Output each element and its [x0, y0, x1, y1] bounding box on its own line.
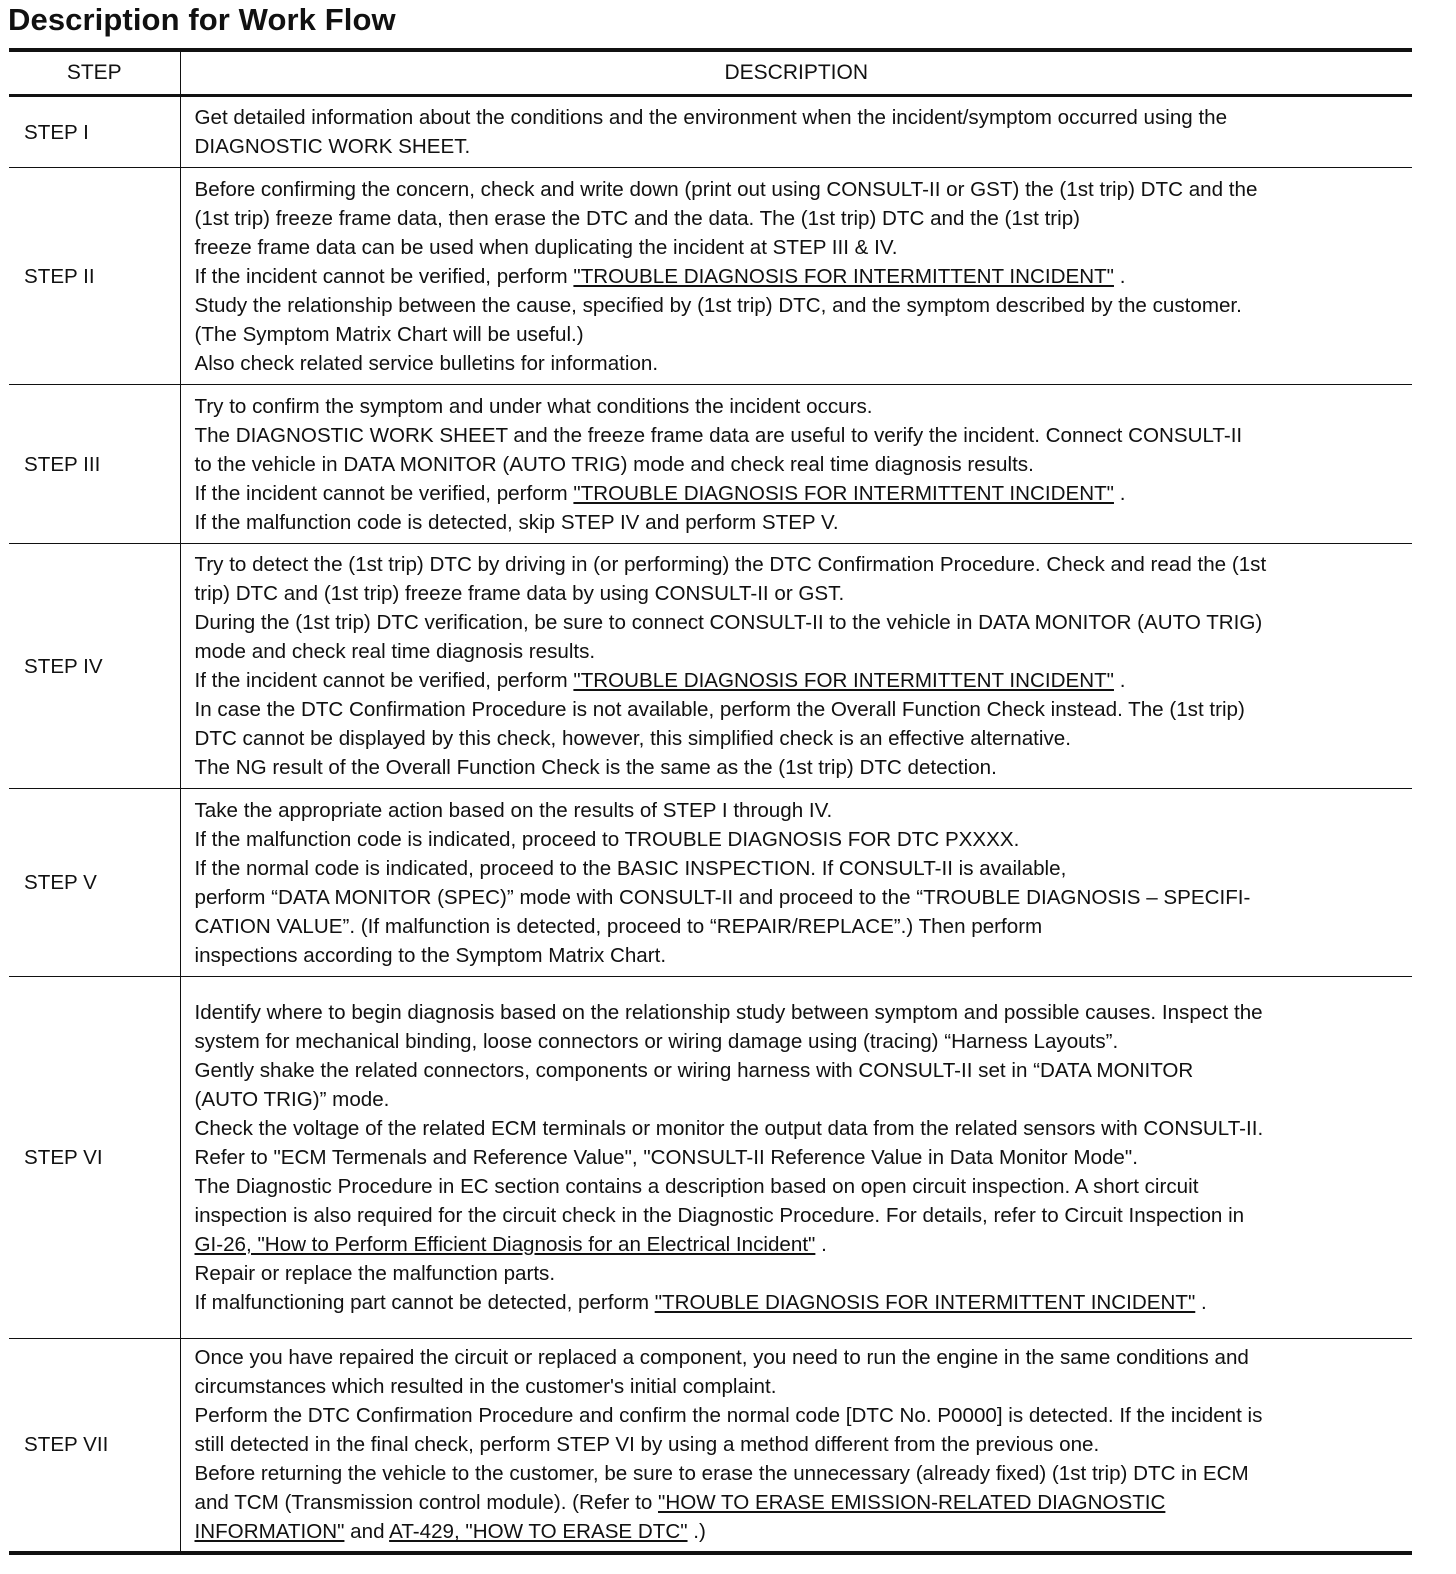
description-line: Take the appropriate action based on the results of STEP I through IV.	[194, 798, 833, 822]
description-line	[195, 479, 1407, 508]
step-description	[180, 96, 1412, 168]
description-line: The NG result of the Overall Function Check is the same as the (1st trip) DTC detection.	[194, 756, 997, 779]
description-line: Gently shake the related connectors, components or wiring harness with CONSULT-II set in “DATA MONITOR	[194, 1059, 1194, 1082]
cross-reference-link[interactable]: "TROUBLE DIAGNOSIS FOR INTERMITTENT INCIDENT"	[654, 1291, 1196, 1314]
description-line: perform “DATA MONITOR (SPEC)” mode with CONSULT-II and proceed to the “TROUBLE DIAGNOSIS – SPECIFI-	[194, 885, 1251, 909]
description-line: (1st trip) freeze frame data, then erase the DTC and the data. The (1st trip) DTC and the (1st trip)	[194, 206, 1081, 230]
step-label: STEP VI	[9, 977, 180, 1339]
line-text: If the incident cannot be verified, perform	[194, 669, 574, 692]
step-label: STEP II	[9, 168, 180, 385]
line-text: .	[1113, 264, 1126, 288]
line-text: Refer to	[194, 1146, 274, 1169]
description-line: DIAGNOSTIC WORK SHEET.	[194, 135, 471, 158]
line-text: If the incident cannot be verified, perform	[194, 481, 574, 505]
description-line: system for mechanical binding, loose connectors or wiring damage using (tracing) “Harness Layouts”.	[194, 1030, 1119, 1053]
description-line: Try to detect the (1st trip) DTC by driving in (or performing) the DTC Confirmation Procedure. Check and read the (1st	[194, 553, 1267, 576]
work-flow-table	[9, 48, 1412, 1555]
line-text: and TCM (Transmission control module). (Refer to	[194, 1491, 659, 1515]
cross-reference-link[interactable]: GI-26, "How to Perform Efficient Diagnosis for an Electrical Incident"	[194, 1233, 816, 1256]
description-line: circumstances which resulted in the customer's initial complaint.	[194, 1375, 777, 1399]
table-header-row	[9, 50, 1412, 96]
step-label: STEP III	[9, 385, 180, 544]
table-row	[9, 544, 1412, 789]
step-description	[180, 385, 1412, 544]
table-row	[9, 977, 1412, 1339]
table-row	[9, 96, 1412, 168]
cross-reference-link[interactable]: "TROUBLE DIAGNOSIS FOR INTERMITTENT INCIDENT"	[573, 481, 1114, 505]
description-line	[195, 1488, 1407, 1517]
step-label: STEP V	[9, 789, 180, 977]
description-line: Get detailed information about the conditions and the environment when the incident/symptom occurred using the	[194, 106, 1228, 129]
page-title: Description for Work Flow	[8, 2, 396, 37]
description-line: If the normal code is indicated, proceed to the BASIC INSPECTION. If CONSULT-II is available,	[194, 856, 1067, 880]
description-line: Check the voltage of the related ECM terminals or monitor the output data from the related sensors with CONSULT-II.	[194, 1117, 1264, 1140]
cross-reference-link[interactable]: INFORMATION"	[194, 1520, 345, 1544]
step-column-header: STEP	[9, 50, 180, 96]
description-line: Try to confirm the symptom and under what conditions the incident occurs.	[194, 394, 873, 418]
step-label: STEP VII	[9, 1339, 180, 1553]
step-description	[180, 544, 1412, 789]
description-line: (AUTO TRIG)” mode.	[194, 1088, 390, 1111]
description-line: Before returning the vehicle to the customer, be sure to erase the unnecessary (already fixed) (1st trip) DTC in ECM	[194, 1462, 1249, 1486]
step-description	[180, 977, 1412, 1339]
description-line: Study the relationship between the cause, specified by (1st trip) DTC, and the symptom described by the customer.	[194, 293, 1242, 317]
description-line: In case the DTC Confirmation Procedure is not available, perform the Overall Function Check instead. The (1st trip)	[194, 698, 1245, 721]
description-line	[195, 666, 1407, 695]
description-line: Once you have repaired the circuit or replaced a component, you need to run the engine in the same conditions and	[194, 1346, 1249, 1370]
description-line: mode and check real time diagnosis results.	[194, 640, 596, 663]
description-line	[195, 1143, 1407, 1172]
description-line	[195, 1517, 1407, 1546]
description-line: If the malfunction code is indicated, proceed to TROUBLE DIAGNOSIS FOR DTC PXXXX.	[194, 827, 1020, 851]
line-text: .	[815, 1233, 827, 1256]
step-label: STEP IV	[9, 544, 180, 789]
cross-reference-link[interactable]: AT-429, "HOW TO ERASE DTC"	[389, 1520, 688, 1544]
table-row	[9, 1339, 1412, 1553]
line-text: and	[344, 1520, 390, 1544]
description-line: CATION VALUE”. (If malfunction is detected, proceed to “REPAIR/REPLACE”.) Then perform	[194, 914, 1043, 938]
description-line: The DIAGNOSTIC WORK SHEET and the freeze frame data are useful to verify the incident. Connect CONSULT-II	[194, 423, 1243, 447]
description-line	[195, 262, 1407, 291]
step-description	[180, 1339, 1412, 1553]
description-line: to the vehicle in DATA MONITOR (AUTO TRIG) mode and check real time diagnosis results.	[194, 452, 1034, 476]
step-description	[180, 789, 1412, 977]
step-label: STEP I	[9, 96, 180, 168]
line-text: .	[1113, 669, 1126, 692]
description-line: Perform the DTC Confirmation Procedure and confirm the normal code [DTC No. P0000] is detected. If the incident is	[194, 1404, 1263, 1428]
reference-text: "ECM Termenals and Reference Value", "CONSULT-II Reference Value in Data Monitor Mode".	[273, 1146, 1138, 1169]
line-text: .	[1113, 481, 1126, 505]
description-line: Also check related service bulletins for information.	[194, 351, 659, 375]
line-text: .)	[687, 1520, 706, 1544]
description-line: Before confirming the concern, check and write down (print out using CONSULT-II or GST) the (1st trip) DTC and the	[194, 177, 1258, 201]
description-line: During the (1st trip) DTC verification, be sure to connect CONSULT-II to the vehicle in DATA MONITOR (AUTO TRIG)	[194, 611, 1263, 634]
description-line: Identify where to begin diagnosis based on the relationship study between symptom and possible causes. Inspect the	[194, 1001, 1263, 1024]
description-line: freeze frame data can be used when duplicating the incident at STEP III & IV.	[194, 235, 898, 259]
description-line: still detected in the final check, perform STEP VI by using a method different from the previous one.	[194, 1433, 1100, 1457]
cross-reference-link[interactable]: "HOW TO ERASE EMISSION-RELATED DIAGNOSTIC	[658, 1491, 1166, 1515]
description-line: inspection is also required for the circuit check in the Diagnostic Procedure. For details, refer to Circuit Inspection in	[194, 1204, 1245, 1227]
step-description	[180, 168, 1412, 385]
table-row	[9, 385, 1412, 544]
description-line	[195, 1288, 1407, 1317]
description-line: The Diagnostic Procedure in EC section contains a description based on open circuit inspection. A short circuit	[194, 1175, 1199, 1198]
table-row	[9, 168, 1412, 385]
cross-reference-link[interactable]: "TROUBLE DIAGNOSIS FOR INTERMITTENT INCIDENT"	[573, 264, 1114, 288]
description-line	[195, 1230, 1407, 1259]
description-line: inspections according to the Symptom Matrix Chart.	[194, 943, 667, 967]
description-line: trip) DTC and (1st trip) freeze frame data by using CONSULT-II or GST.	[194, 582, 845, 605]
line-text: If the incident cannot be verified, perform	[194, 264, 574, 288]
line-text: .	[1195, 1291, 1207, 1314]
description-line: If the malfunction code is detected, skip STEP IV and perform STEP V.	[194, 510, 839, 534]
description-line: Repair or replace the malfunction parts.	[194, 1262, 556, 1285]
line-text: If malfunctioning part cannot be detected, perform	[194, 1291, 655, 1314]
description-column-header: DESCRIPTION	[180, 50, 1412, 96]
cross-reference-link[interactable]: "TROUBLE DIAGNOSIS FOR INTERMITTENT INCIDENT"	[573, 669, 1114, 692]
description-line: DTC cannot be displayed by this check, however, this simplified check is an effective alternative.	[194, 727, 1071, 750]
table-row	[9, 789, 1412, 977]
description-line: (The Symptom Matrix Chart will be useful.)	[194, 322, 584, 346]
